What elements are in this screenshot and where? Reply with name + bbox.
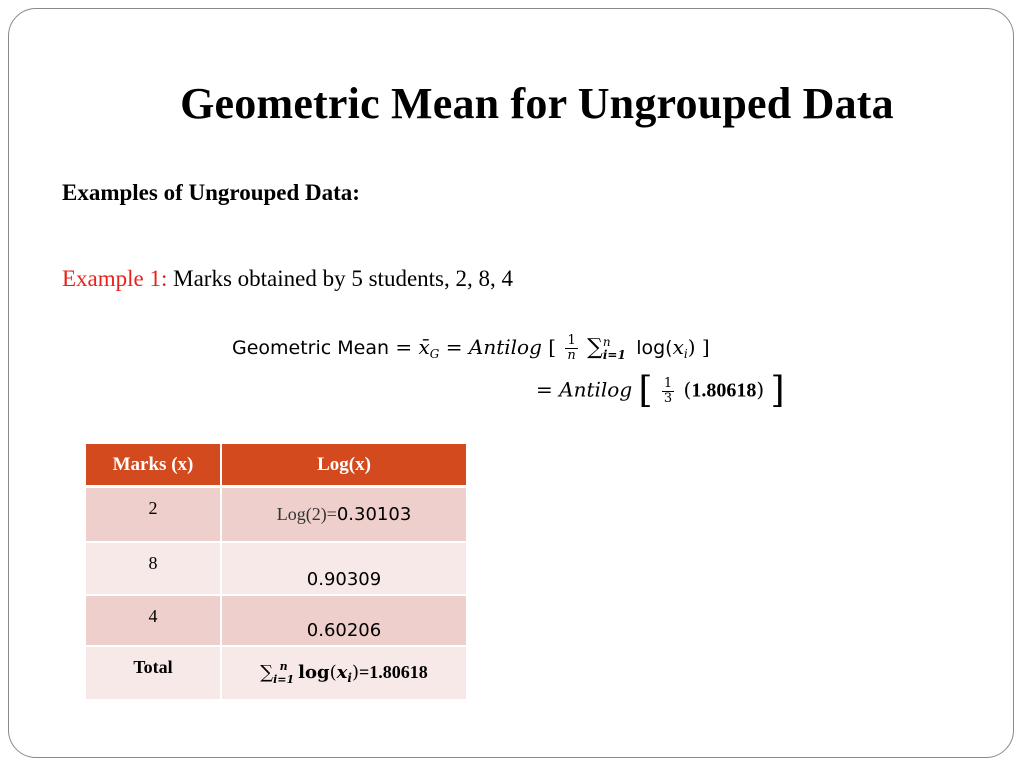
table-row: [86, 542, 466, 595]
example-text: Marks obtained by 5 students, 2, 8, 4: [167, 266, 513, 291]
formula-fraction-2: $\frac{1}{3}$: [663, 375, 673, 406]
table-row: [86, 595, 466, 646]
slide-title: Geometric Mean for Ungrouped Data: [180, 79, 894, 128]
marks-cell: 8: [86, 542, 221, 595]
formula-fraction: $\frac{1}{n}$: [567, 333, 576, 363]
formula-xbar-sub: G: [429, 347, 440, 361]
total-sum-cell: ∑ n i=1 $\log(x_i)=1.80618$: [221, 646, 466, 700]
sum-limits: n i=1: [602, 334, 626, 362]
formula-xbar: x̄: [418, 335, 430, 359]
header-log: Log(x): [221, 444, 466, 487]
formula-sum-value: 1.80618: [691, 379, 757, 402]
formula-lhs: Geometric Mean: [232, 337, 390, 359]
log-cell: 0.60206: [221, 595, 466, 646]
formula-antilog: Antilog: [468, 335, 542, 359]
formula-line-1: Geometric Mean = $x̄_G$ = Antilog [ $\frac{1}{n}$ ∑ n i=1 $\log(x_i)$ ]: [232, 333, 710, 363]
log-cell: 0.90309: [221, 542, 466, 595]
total-label: Total: [86, 646, 221, 700]
formula-line-2: = Antilog [ $\frac{1}{3}$ (1.80618) ]: [536, 370, 785, 411]
example-label: Example 1:: [62, 266, 168, 291]
subheading: Examples of Ungrouped Data:: [62, 180, 360, 205]
header-marks: Marks (x): [86, 444, 221, 487]
table-total-row: [86, 646, 466, 700]
marks-cell: 4: [86, 595, 221, 646]
example-line: [62, 266, 513, 292]
marks-log-table: [86, 444, 466, 701]
marks-cell: 2: [86, 487, 221, 543]
log-cell: Log(2)=0.30103: [221, 487, 466, 543]
table-row: [86, 487, 466, 543]
sigma-symbol: ∑: [587, 335, 603, 360]
